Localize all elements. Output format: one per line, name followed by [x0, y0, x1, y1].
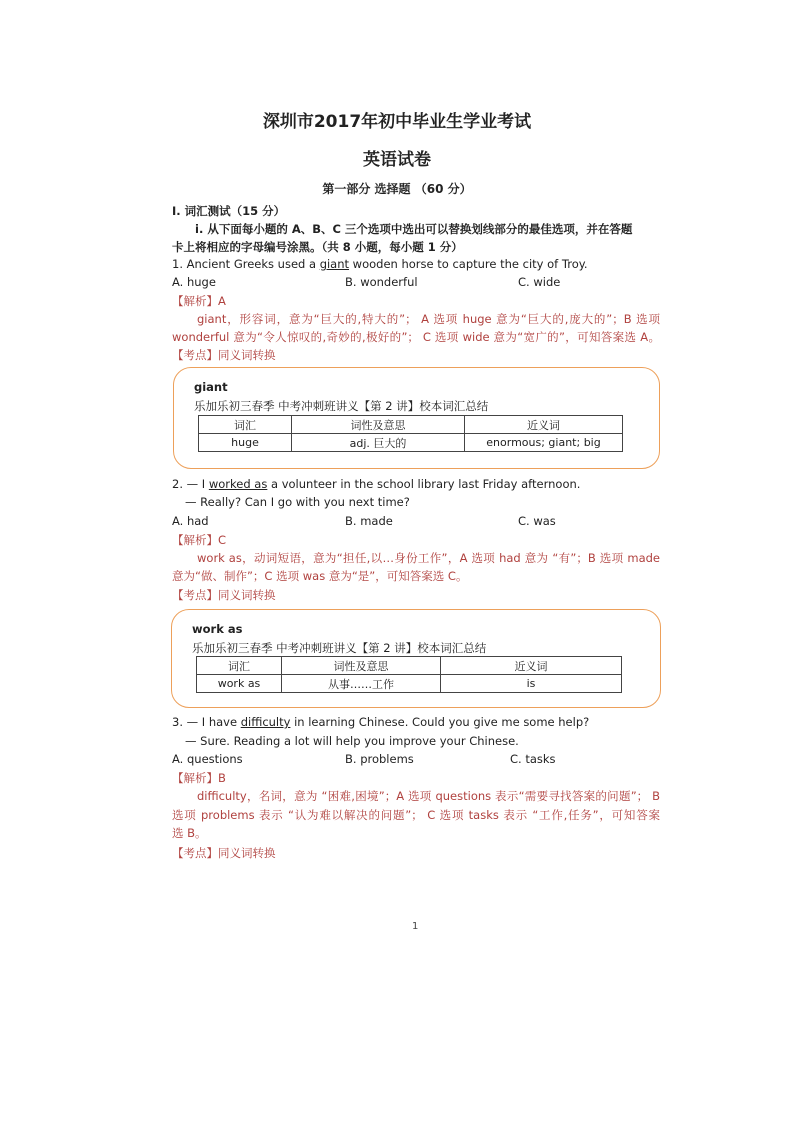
q2-exam-point: 【考点】同义词转换	[172, 588, 276, 602]
table-cell: adj. 巨大的	[292, 434, 465, 452]
section-heading: I. 词汇测试（15 分）	[172, 204, 286, 218]
q3-explanation-1: difficulty，名词，意为 “困难,困境”；A 选项 questions 表示“需要寻找答案的问题”； B	[197, 789, 660, 803]
q3-option-b: B. problems	[345, 752, 414, 766]
vocab-box-1-word: giant	[194, 380, 228, 394]
instruction-line-1: i. 从下面每小题的 A、B、C 三个选项中选出可以替换划线部分的最佳选项，并在答题	[195, 222, 633, 236]
q3-explanation-3: 选 B。	[172, 826, 207, 840]
q2-option-a: A. had	[172, 514, 209, 528]
question-2-reply: — Really? Can I go with you next time?	[185, 495, 410, 509]
exam-subtitle: 英语试卷	[363, 150, 431, 170]
q1-option-c: C. wide	[518, 275, 561, 289]
question-2-stem: 2. — I worked as a volunteer in the school library last Friday afternoon.	[172, 477, 581, 491]
exam-title: 深圳市2017年初中毕业生学业考试	[262, 112, 532, 132]
q1-explanation-2: wonderful 意为“令人惊叹的,奇妙的,极好的”； C 选项 wide 意为“宽广的”，可知答案选 A。	[172, 330, 660, 344]
underlined-word: giant	[319, 257, 350, 271]
q3-answer: 【解析】B	[172, 771, 226, 785]
q2-option-b: B. made	[345, 514, 393, 528]
question-3-stem: 3. — I have difficulty in learning Chinese. Could you give me some help?	[172, 715, 590, 729]
table-header: 词性及意思	[282, 657, 441, 675]
q3-explanation-2: 选项 problems 表示 “认为难以解决的问题”； C 选项 tasks 表示 “工作,任务”，可知答案	[172, 808, 660, 822]
table-header: 词性及意思	[292, 416, 465, 434]
q1-option-a: A. huge	[172, 275, 216, 289]
q1-answer: 【解析】A	[172, 294, 226, 308]
table-cell: is	[441, 675, 622, 693]
q2-option-c: C. was	[518, 514, 556, 528]
q3-option-a: A. questions	[172, 752, 243, 766]
vocab-table-1	[198, 415, 623, 452]
vocab-table-2	[196, 656, 622, 693]
table-header: 近义词	[465, 416, 623, 434]
table-cell: work as	[197, 675, 282, 693]
q1-exam-point: 【考点】同义词转换	[172, 348, 276, 362]
q3-option-c: C. tasks	[510, 752, 556, 766]
question-3-reply: — Sure. Reading a lot will help you improve your Chinese.	[185, 734, 519, 748]
table-header: 词汇	[199, 416, 292, 434]
underlined-word: difficulty	[240, 715, 291, 729]
vocab-box-1-source: 乐加乐初三春季 中考冲刺班讲义【第 2 讲】校本词汇总结	[194, 399, 489, 413]
table-header: 词汇	[197, 657, 282, 675]
q2-explanation-1: work as，动词短语，意为“担任,以…身份工作”，A 选项 had 意为 “有”；B 选项 made	[197, 551, 660, 565]
vocab-box-2-source: 乐加乐初三春季 中考冲刺班讲义【第 2 讲】校本词汇总结	[192, 641, 487, 655]
part-heading: 第一部分 选择题 （60 分）	[322, 182, 472, 196]
table-cell: 从事……工作	[282, 675, 441, 693]
page-number: 1	[412, 921, 419, 932]
table-cell: huge	[199, 434, 292, 452]
q2-explanation-2: 意为“做、制作”；C 选项 was 意为“是”，可知答案选 C。	[172, 569, 468, 583]
vocab-box-2-word: work as	[192, 622, 243, 636]
q3-exam-point: 【考点】同义词转换	[172, 846, 276, 860]
q1-option-b: B. wonderful	[345, 275, 418, 289]
q2-answer: 【解析】C	[172, 533, 227, 547]
underlined-phrase: worked as	[208, 477, 268, 491]
instruction-line-2: 卡上将相应的字母编号涂黑。（共 8 小题，每小题 1 分）	[172, 240, 463, 254]
table-cell: enormous; giant; big	[465, 434, 623, 452]
question-1-stem: 1. Ancient Greeks used a giant wooden horse to capture the city of Troy.	[172, 257, 588, 271]
q1-explanation-1: giant，形容词，意为“巨大的,特大的”； A 选项 huge 意为“巨大的,庞大的”；B 选项	[197, 312, 660, 326]
table-header: 近义词	[441, 657, 622, 675]
